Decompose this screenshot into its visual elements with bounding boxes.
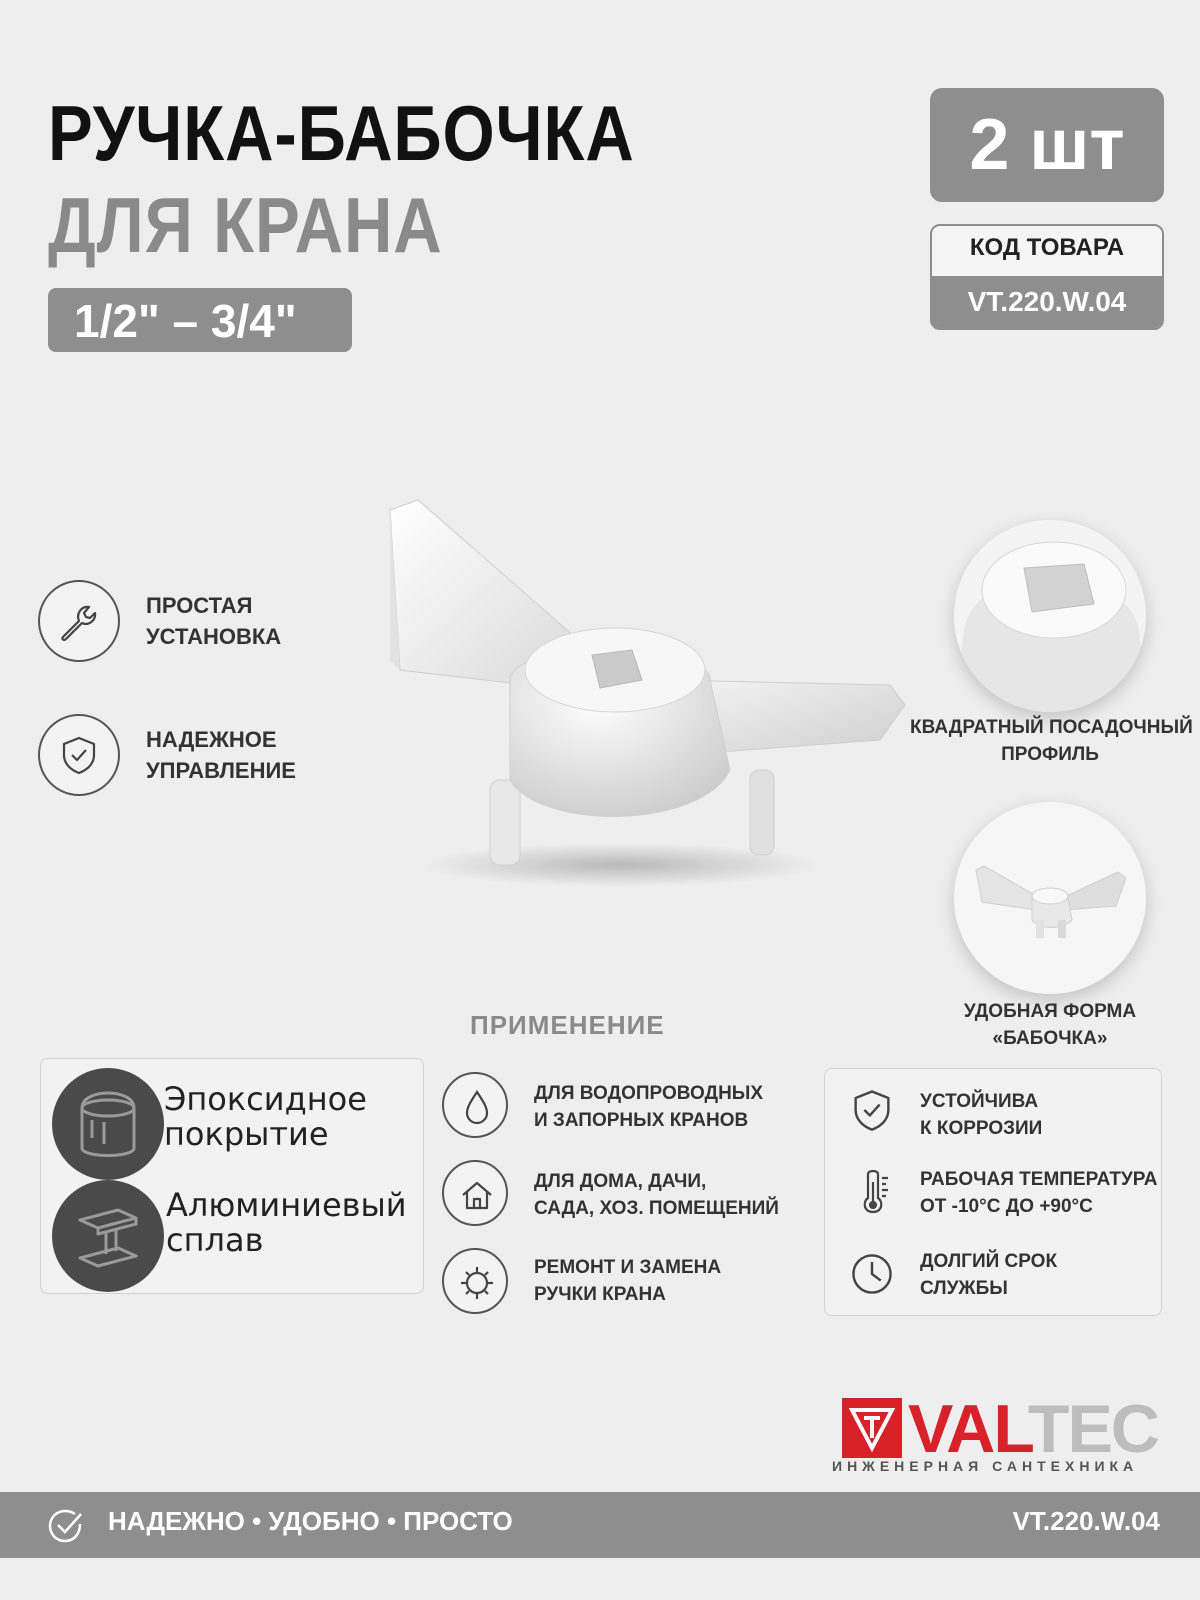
footer-slogan: НАДЕЖНО • УДОБНО • ПРОСТО <box>108 1506 513 1536</box>
application-line1: ДЛЯ ДОМА, ДАЧИ, <box>534 1171 707 1192</box>
feature-line2: УПРАВЛЕНИЕ <box>146 758 296 783</box>
square-profile-photo <box>954 520 1146 712</box>
material-line2: покрытие <box>164 1115 329 1153</box>
application-home-garden <box>534 1168 779 1222</box>
material-aluminum-alloy <box>166 1188 407 1258</box>
product-code-box <box>930 224 1164 330</box>
quantity-badge <box>930 88 1164 202</box>
clock-icon <box>848 1250 896 1298</box>
brand-name-grey: TEC <box>1027 1391 1158 1467</box>
application-water-taps <box>534 1080 763 1134</box>
water-drop-icon <box>442 1072 508 1138</box>
caption-line1: КВАДРАТНЫЙ ПОСАДОЧНЫЙ <box>910 717 1193 738</box>
property-long-service-life <box>920 1248 1057 1302</box>
paint-can-icon <box>52 1068 164 1180</box>
caption-line2: ПРОФИЛЬ <box>1001 744 1099 765</box>
application-line2: И ЗАПОРНЫХ КРАНОВ <box>534 1110 749 1131</box>
product-title-line2: ДЛЯ КРАНА <box>48 181 443 269</box>
property-line1: УСТОЙЧИВА <box>920 1091 1039 1112</box>
footer-product-code: VT.220.W.04 <box>1012 1506 1160 1536</box>
feature-line2: УСТАНОВКА <box>146 624 282 649</box>
brand-tagline: ИНЖЕНЕРНАЯ САНТЕХНИКА <box>832 1458 1139 1474</box>
feature-line1: НАДЕЖНОЕ <box>146 727 277 752</box>
property-line2: СЛУЖБЫ <box>920 1278 1008 1299</box>
property-line2: ОТ -10°С ДО +90°С <box>920 1196 1093 1217</box>
application-line1: ДЛЯ ВОДОПРОВОДНЫХ <box>534 1083 764 1104</box>
property-corrosion-resistant <box>920 1088 1042 1142</box>
caption-line1: УДОБНАЯ ФОРМА <box>963 1001 1137 1022</box>
feature-easy-install <box>146 590 281 652</box>
steel-beam-icon <box>52 1180 164 1292</box>
gear-icon <box>442 1248 508 1314</box>
product-title-line1: РУЧКА-БАБОЧКА <box>48 89 635 177</box>
application-line2: РУЧКИ КРАНА <box>534 1284 666 1305</box>
material-epoxy-coating <box>164 1082 367 1152</box>
valtec-logo-icon <box>842 1398 902 1458</box>
application-title: ПРИМЕНЕНИЕ <box>470 1010 665 1040</box>
wrench-icon <box>38 580 120 662</box>
shield-check-icon <box>848 1086 896 1134</box>
thermometer-icon <box>852 1166 896 1218</box>
caption-butterfly-shape <box>910 998 1190 1052</box>
brand-name-red: VAL <box>908 1391 1028 1467</box>
house-icon <box>442 1160 508 1226</box>
check-circle-icon <box>46 1506 86 1546</box>
material-line1: Алюминиевый <box>166 1186 407 1224</box>
butterfly-handle-image <box>360 480 940 900</box>
property-line1: ДОЛГИЙ СРОК <box>920 1251 1058 1272</box>
caption-square-profile <box>910 714 1193 768</box>
application-repair-replace <box>534 1254 721 1308</box>
caption-line2: «БАБОЧКА» <box>992 1028 1108 1049</box>
property-line1: РАБОЧАЯ ТЕМПЕРАТУРА <box>920 1169 1158 1190</box>
brand-name <box>908 1390 1158 1468</box>
property-line2: К КОРРОЗИИ <box>920 1118 1043 1139</box>
feature-line1: ПРОСТАЯ <box>146 593 253 618</box>
size-range-badge <box>48 288 352 352</box>
feature-reliable-control <box>146 724 296 786</box>
quantity-text: 2 шт <box>969 105 1125 185</box>
material-line2: сплав <box>166 1221 264 1259</box>
application-line1: РЕМОНТ И ЗАМЕНА <box>534 1257 722 1278</box>
product-code-value: VT.220.W.04 <box>932 276 1162 328</box>
butterfly-shape-photo <box>954 802 1146 994</box>
material-line1: Эпоксидное <box>164 1080 367 1118</box>
property-operating-temperature <box>920 1166 1158 1220</box>
shield-check-icon <box>38 714 120 796</box>
product-code-label: КОД ТОВАРА <box>969 234 1125 261</box>
size-range-text: 1/2" – 3/4" <box>74 295 297 347</box>
application-line2: САДА, ХОЗ. ПОМЕЩЕНИЙ <box>534 1198 779 1219</box>
